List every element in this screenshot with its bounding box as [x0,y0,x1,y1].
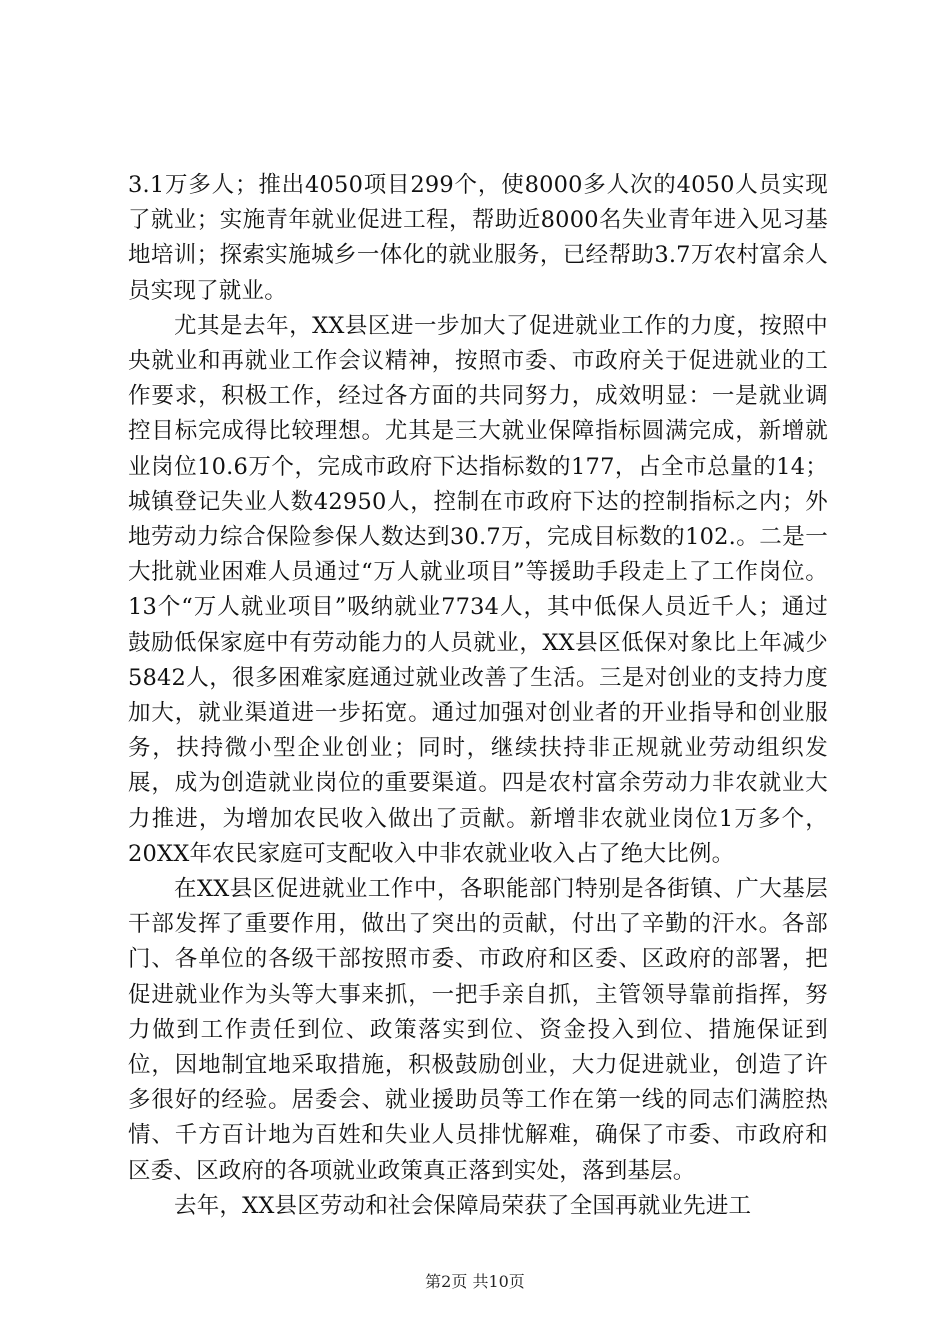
document-body [128,168,828,1224]
paragraph-1: 3.1万多人；推出4050项目299个，使8000多人次的4050人员实现了就业；实施青年就业促进工程，帮助近8000名失业青年进入见习基地培训；探索实施城乡一体化的就业服务，已经帮助3.7万农村富余人员实现了就业。 [128,172,828,304]
page-number-footer: 第2页 共10页 [425,1272,525,1291]
paragraph-2: 尤其是去年，XX县区进一步加大了促进就业工作的力度，按照中央就业和再就业工作会议精神，按照市委、市政府关于促进就业的工作要求，积极工作，经过各方面的共同努力，成效明显：一是就业调控目标完成得比较理想。尤其是三大就业保障指标圆满完成，新增就业岗位10.6万个，完成市政府下达指标数的177，占全市总量的14；城镇登记失业人数42950人，控制在市政府下达的控制指标之内；外地劳动力综合保险参保人数达到30.7万，完成目标数的102.。二是一大批就业困难人员通过“万人就业项目”等援助手段走上了工作岗位。13个“万人就业项目”吸纳就业7734人，其中低保人员近千人；通过鼓励低保家庭中有劳动能力的人员就业，XX县区低保对象比上年减少5842人，很多困难家庭通过就业改善了生活。三是对创业的支持力度加大，就业渠道进一步拓宽。通过加强对创业者的开业指导和创业服务，扶持微小型企业创业；同时，继续扶持非正规就业劳动组织发展，成为创造就业岗位的重要渠道。四是农村富余劳动力非农就业大力推进，为增加农民收入做出了贡献。新增非农就业岗位1万多个，20XX年农民家庭可支配收入中非农就业收入占了绝大比例。 [128,312,828,867]
paragraph-3: 在XX县区促进就业工作中，各职能部门特别是各街镇、广大基层干部发挥了重要作用，做出了突出的贡献，付出了辛勤的汗水。各部门、各单位的各级干部按照市委、市政府和区委、区政府的部署，把促进就业作为头等大事来抓，一把手亲自抓，主管领导靠前指挥，努力做到工作责任到位、政策落实到位、资金投入到位、措施保证到位，因地制宜地采取措施，积极鼓励创业，大力促进就业，创造了许多很好的经验。居委会、就业援助员等工作在第一线的同志们满腔热情、千方百计地为百姓和失业人员排忧解难，确保了市委、市政府和区委、区政府的各项就业政策真正落到实处，落到基层。 [128,876,828,1184]
paragraph-4: 去年，XX县区劳动和社会保障局荣获了全国再就业先进工 [174,1192,752,1219]
